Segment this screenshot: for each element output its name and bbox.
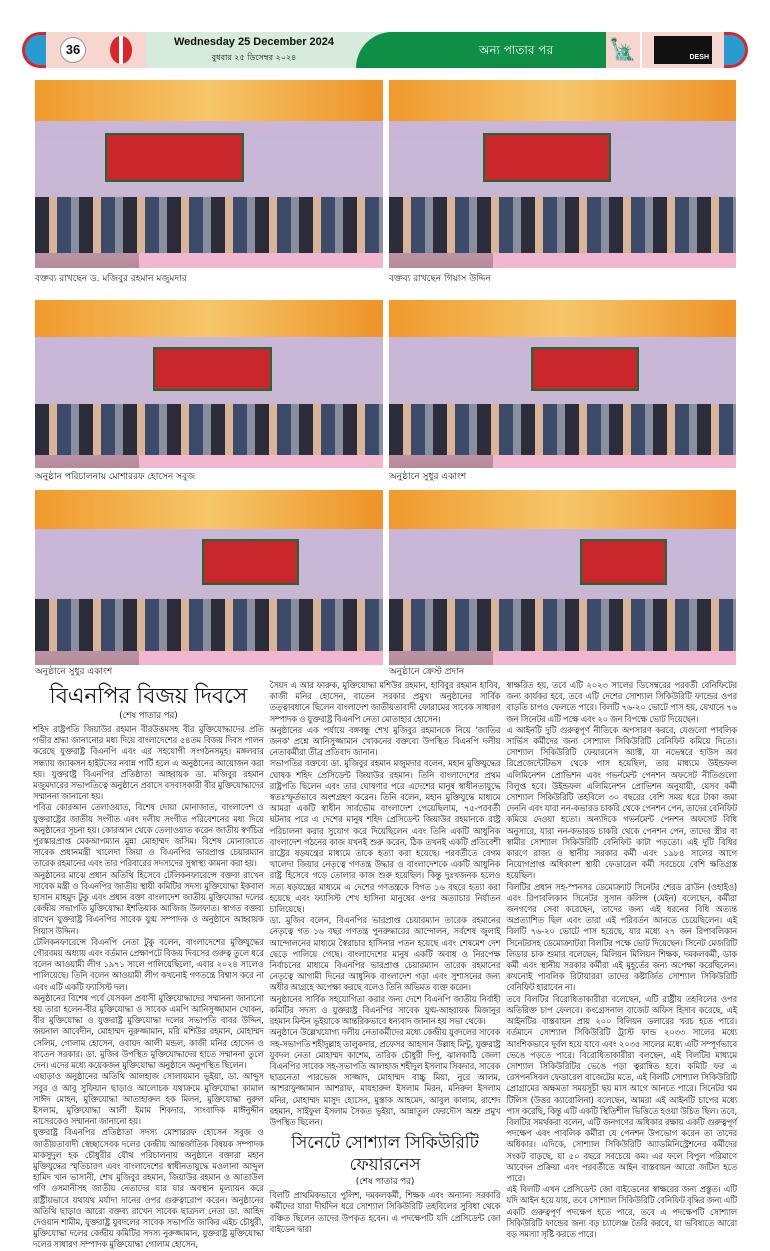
photo-caption: অনুষ্ঠানে ক্রেস্ট প্রদান [389,667,465,677]
event-photo [389,490,736,665]
statue-of-liberty-icon: 🗽 [606,32,640,68]
article1-body-part1 [33,724,264,1251]
paragraph: স্বাক্ষরিত হয়, তবে এটি ২০২৩ সালের ডিসেম্বরের পরবর্তী বেনিফিটের জন্য কার্যকর হবে, তবে এটি দেশের সোশ্যাল সিকিউরিটি ফান্ডের ওপর বাড়তি চাপও ফেলতে পারে। বিলটি ৭৬-২০ ভোটে পাস হয়, যেখানে ৭৬ জন সিনেটর এটি পক্ষে এবং ২০ জন বিপক্ষে ভোট দিয়েছেন। [506,680,737,724]
paragraph: অনুষ্ঠানের মাঝে প্রধান অতিথি হিসেবে টেলিকনফারেন্সে বক্তব্য রাখেন সাবেক মন্ত্রী ও বিএনপির জাতীয় স্থায়ী কমিটির সদস্য মুক্তিযোদ্ধা ইকবাল হাসান মাহমুদ টুকু এবং প্রধান বক্তা বাংলাদেশ জাতীয় মুক্তিযোদ্ধা দলের কেন্দ্রীয় সভাপতি মুক্তিযোদ্ধা ইশতিয়াক আজিজ উলফাত। স্বাগত বক্তব্য রাখেন যুক্তরাষ্ট্র বিএনপির সাবেক যুগ্ম সম্পাদক ও অনুষ্ঠানে আহ্বায়ক গিয়াস উদ্দিন। [33,869,264,936]
paragraph: বিলটি প্রাথমিকভাবে পুলিশ, দমকলকর্মী, শিক্ষক এবং অন্যান্য সরকারি কর্মীদের যারা দীর্ঘদিন ধরে সোশ্যাল সিকিউরিটি তহবিলের সুবিধা থেকে বঞ্চিত ছিলেন তাদের উপকৃত হবেন। এ পদক্ষেপটি যদি প্রেসিডেন্ট জো বাইডেন দ্বারা [269,1190,501,1234]
event-photo [35,490,383,665]
page-header [22,32,748,68]
paragraph: এই বিলটি এখন প্রেসিডেন্ট জো বাইডেনের স্বাক্ষরের জন্য প্রস্তুত। এটি যদি আইন হয়ে যায়, তবে সোশ্যাল সিকিউরিটি বেনিফিট বৃদ্ধির জন্য এটি একটি গুরুত্বপূর্ণ পদক্ষেপ হতে পারে, তবে এ পদক্ষেপটি সোশ্যাল সিকিউরিটি ফান্ডের জন্য বড় চ্যালেঞ্জ তৈরি করবে, যা ভবিষ্যতে আরো বড় সমস্যা সৃষ্টি করতে পারে। [506,1184,737,1239]
paragraph: এছাড়াও অনুষ্ঠানের অতিথি আলহাজ সোলায়মান ভূইয়া, ডা. আব্দুস সবুর ও আবু সুফিয়ান ছাড়াও আলোচক যথাক্রমে মুক্তিযোদ্ধা কামাল সাঈদ মোহন, মুক্তিযোদ্ধা আতাহারুল হক মিলন, মুক্তিযোদ্ধা নুরুল ইসলাম, মুক্তিযোদ্ধা আলী ইমাম শিকদার, সাংবাদিক মাঈনুদ্দীন নাসেরকেও সম্মাননা জানানো হয়। [33,1071,264,1127]
paragraph: টেলিকনফারেন্সে বিএনপি নেতা টুকু বলেন, বাংলাদেশের মুক্তিযুদ্ধের গৌরবময় অধ্যায় এবং বর্তমান প্রেক্ষাপটে বিজয় দিবসের গুরুত্ব তুলে ধরে বলেন আওয়ামী লীগ ১৯৭১ সালে পালিয়েছিলো, এবার ২০২৪ সালেও পালিয়েছে। তিনি বলেন আওয়ামী লীগ কখনোই গণতন্ত্রে বিশ্বাস করে না এবং এটি একটি ফ্যাসিস্ট দল। [33,936,264,992]
bangladesh-emblem-icon [110,36,132,64]
article2-body-part2 [506,680,737,1240]
paragraph: পবিত্র কোরআন তেলাওয়াত, বিশেষ দোয়া মোনাজাত, বাংলাদেশ ও যুক্তরাষ্ট্রের জাতীয় সংগীত এবং দলীয় সংগীত পরিবেশনের মধ্য দিয়ে অনুষ্ঠানের সূচনা হয়। কোরআন থেকে তেলাওয়াত করেন জাতীয় স্বর্ণচিত্র পুরস্কারপ্রাপ্ত মেকআপম্যান মুন্না মোহাম্মদ জসিম। বিশেষ মোনাজাতে সাবেক প্রধানমন্ত্রী খালেদা জিয়া ও বিএনপির ভারপ্রাপ্ত চেয়ারম্যান তারেক রহমানের এবং তার পরিবারের সদস্যদের সুস্বাস্থ্য কামনা করা হয়। [33,802,264,869]
article1-headline: বিএনপির বিজয় দিবসে [49,684,248,709]
article2-continued: (শেষ পাতার পর) [355,1177,415,1188]
paragraph: যুক্তরাষ্ট্র বিএনপির প্রতিষ্ঠাতা সদস্য মোশাররফ হোসেন সবুজ ও জাতীয়তাবাদী স্বেচ্ছাসেবক দলের কেন্দ্রীয় আন্তর্জাতিক বিষয়ক সম্পাদক মাকসুদুল হক চৌধুরীর যৌথ পরিচালনায় অনুষ্ঠানে বক্তারা মহান মুক্তিযুদ্ধের স্মৃতিচারণ এবং বাংলাদেশের স্বাধীনতাযুদ্ধে মওলানা আব্দুল হামিদ খান ভাসানী, শেখ মুজিবুর রহমান, জিয়াউর রহমান ও আতাউল গণি ওসমানীসহ জাতীয় নেতাদের যার যার অবস্থান মূল্যায়ন করে রাষ্ট্রীয়ভাবে যথাযথ মর্যাদা দানের ওপর গুরুত্বারোপ করেন। অনুষ্ঠানের অতিথি ছাড়াও আরো বক্তব্য রাখেন সাবেক ছাত্রদল নেতা ডা. আহিদ দেওয়ান শামীম, যুক্তরাষ্ট্র যুবদলের সাবেক সভাপতি জাকির এইচ চৌধুরী, মুক্তিযোদ্ধা দলের কেন্দ্রীয় কমিটির সদস্য নুরুজ্জামান, যুক্তরাষ্ট্র মুক্তিযোদ্ধা দলের সাধারণ সম্পাদক মুক্তিযোদ্ধা গোলাম হোসেন, [33,1127,264,1250]
photo-caption: বক্তব্য রাখছেন গিয়াস উদ্দিন [389,274,491,284]
photo-caption: বক্তব্য রাখছেন ড. মজিবুর রহমান মজুমদার [35,274,187,284]
paragraph: ডা. মুজিব বলেন, বিএনপির ভারপ্রাপ্ত চেয়ারম্যান তারেক রহমানের নেতৃত্বে গত ১৬ বছর গণতন্ত্র পুনরুদ্ধারের আন্দোলন, সর্বশেষ জুলাই আন্দোলনের মাধ্যমে স্বৈরাচার হাসিনার পতন হয়েছে এবং শেষমেশ দেশ ছেড়ে পালিয়ে গেছে। বাংলাদেশের মানুষ একটি অবাধ ও নিরপেক্ষ নির্বাচনের মাধ্যমে বিএনপির ভারপ্রাপ্ত চেয়ারম্যান তারেক রহমানের নেতৃত্বে আগামী দিনের আধুনিক বাংলাদেশ গড়া এবং সুশাসনের জন্য অধীর আগ্রহে অপেক্ষা করছে বলেও তিনি অভিমত ব্যক্ত করেন। [269,915,501,993]
paragraph: অনুষ্ঠানের সার্বিক সহযোগিতা করার জন্য দেশে বিএনপি জাতীয় নির্বাহী কমিটির সদস্য ও যুক্তরাষ্ট্র বিএনপির সাবেক যুগ্ম-আহ্বায়ক মিজানুর রহমান মিল্টন ভূইয়াকে আন্তরিকভাবে ধন্যবাদ জানান হয় সভা থেকে। [269,993,501,1027]
article1-continued: (শেষ পাতার পর) [119,711,178,721]
article2-headline: সিনেটে সোশ্যাল সিকিউরিটি ফেয়ারনেস [291,1133,479,1176]
logo-mark: DESH [654,36,712,64]
paragraph: শহিদ রাষ্ট্রপতি জিয়াউর রহমান বীরউত্তমসহ বীর মুক্তিযোদ্ধাদের প্রতি গভীর শ্রদ্ধা জানানোর মধ্য দিয়ে বাংলাদেশের ৫৪তম বিজয় দিবস পালন করেছে যুক্তরাষ্ট্র বিএনপি এবং এর সহযোগী সংগঠনসমূহ। মঙ্গলবার সন্ধ্যায় জ্যাকসন হাইটসের নবান্ন পার্টি হলে এ অনুষ্ঠানের আয়োজন করা হয়। যুক্তরাষ্ট্র বিএনপির প্রতিষ্ঠাতা আহ্বায়ক ডা. মজিবুর রহমান মজুমদারের সভাপতিত্বে অনুষ্ঠানে প্রবাসে বসবাসকারী বীর মুক্তিযোদ্ধাদের সম্মাননা জানানো হয়। [33,724,264,802]
event-photo [35,80,383,268]
header-left-cap [22,32,46,68]
header-right-cap [724,32,748,68]
event-photo [389,300,736,468]
paragraph: বিলটির প্রধান সহ-স্পনসর ডেমোক্র্যাট সিনেটর শেরড ব্রাউন (ওহাইও) এবং রিপাবলিকান সিনেটর সুসান কলিন্স (মেইন) বলেছেন, কর্মীরা জনগণের সেবা করেছেন, তাদের জন্য এই ধরনের বিধি অত্যন্ত অপ্রত্যাশিত ছিল এবং তারা এই পরিবর্তন আনতে চেয়েছিলেন। এই বিলটি ৭৬-২০ ভোটে পাস হয়েছে, যার মধ্যে ২৭ জন রিপাবলিকান সিনেটরসহ ডেমোক্র্যাটরা বিলটির পক্ষে ভোট দিয়েছেন। সিনেট মেজরিটি লিডার চাক শুমার বলেছেন, মিলিয়ন মিলিয়ন শিক্ষক, দমকলকর্মী, ডাক কর্মী এবং স্থানীয় সরকার কর্মীরা এই মুহূর্তের জন্য অপেক্ষা করেছিলেন। কখনোই পাবলিক রিটায়াররা তাদের কষ্টার্জিত সোশ্যাল সিকিউরিটি বেনিফিট হারাবেন না। [506,881,737,993]
photo-caption: অনুষ্ঠানে সুধুর একাংশ [389,472,467,482]
paragraph: অনুষ্ঠানে উল্লেখযোগ্য দলীয় নেতাকর্মীদের মধ্যে কেন্দ্রীয় যুবদলের সাবেক সহ-সভাপতি শহীদুল্লাহ তালুকদার, প্রফেসর আহসান উল্লাহ মিন্টু, যুক্তরাষ্ট্র যুবদল নেতা মোহাম্মদ কাশেম, তারিক চৌধুরী দিপু, ঝালকাঠি জেলা বিএনপির সাবেক সহ-সভাপতি আলহাজ শহীদুল ইসলাম সিকদার, সাবেক ছাত্রনেতা পারভেজ সাজ্জাদ, মোহাম্মদ বাচ্চু মিয়া, নুরে আলম, আশরাফুজ্জামান আশরাফ, মাযহারুল ইসলাম মিরন, মনিরুল ইসলাম মনির, মোহাম্মদ মাসুদ হোসেন, মুস্তাক আহমেদ, আবুল কালাম, রাশেদ রহমান, সাইফুল ইসলাম সৈকত ভূইয়া, আন্নাতুল ফেরদৌস অশ্রু প্রমুখ উপস্থিত ছিলেন। [269,1027,501,1127]
article2-body-part1 [270,1190,501,1235]
event-photo [35,300,383,468]
page-number: 36 [60,37,86,63]
photo-caption: অনুষ্ঠান পরিচালনায় মোশাররফ হোসেন সবুজ [35,472,196,482]
page-number-box [46,32,146,68]
paragraph: সৈয়দ এ আর ফারুক, মুক্তিযোদ্ধা মশিউর রহমান, হাবিবুর রহমান হাবিব, কাজী মনির হোসেন, বাতেন সরকার প্রমুখ। অনুষ্ঠানের সার্বিক তত্ত্বাবধানে ছিলেন বাংলাদেশ জাতীয়তাবাদী ফোরামের সাবেক সাধারণ সম্পাদক ও যুক্তরাষ্ট্র বিএনপি নেতা মোতাহার হোসেন। [269,680,501,724]
paragraph: সভাপতির বক্তব্যে ডা. মুজিবুর রহমান মজুমদার বলেন, মহান মুক্তিযুদ্ধের ঘোষক শহিদ প্রেসিডেন্ট জিয়াউর রহমান। তিনি বাংলাদেশের প্রথম রাষ্ট্রপতি ছিলেন এবং তার ঘোষণার পরে এদেশের মানুষ স্বাধীনতাযুদ্ধে স্বতঃস্ফূর্তভাবে অংশগ্রহণ করেন। তিনি বলেন, মহান মুক্তিযুদ্ধে মাধ্যমে আমরা একটি স্বাধীন সার্বভৌম বাংলাদেশ পেয়েছিলাম, ৭৫-পরবর্তী ঘটনার পরে এ দেশের মানুষ শহিদ প্রেসিডেন্ট জিয়াউর রহমানকে রাষ্ট্র পরিচালনা করার সুযোগ করে দিয়েছিলেন এবং তিনি একটি আধুনিক বাংলাদেশ গঠনের কাজ যখনই শুরু করেন, ঠিক তখনই একটি প্রতিবেশী রাষ্ট্রের ষড়যন্ত্রের মাধ্যমে তাকে হত্যা করা হয়েছে। পরবর্তীতে বেগম খালেদা জিয়ার নেতৃত্বে গণতন্ত্র উদ্ধার ও বাংলাদেশকে একটি আধুনিক রাষ্ট্র হিসেবে গড়ে তোলার কাজ শুরু হয়েছিল। কিন্তু দুঃখজনক হলেও সত্য ষড়যন্ত্রের মাধ্যমে এ দেশের গণতন্ত্রকে বিগত ১৬ বছরে হত্যা করা হয়েছে এবং ফ্যাসিস্ট শেখ হাসিনা মানুষের ওপর অত্যাচার নির্যাতন চালিয়েছে। [269,758,501,915]
paragraph: অনুষ্ঠানের বিশেষ পর্বে যেসকল প্রবাসী মুক্তিযোদ্ধাদের সম্মাননা জানানো হয় তারা হলেন-বীর মুক্তিযোদ্ধা ও সাবেক এমপি আনিসুজ্জামান খোকন, বীর মুক্তিযোদ্ধা ও যুক্তরাষ্ট্র মুক্তিযোদ্ধা দলের সভাপতি বাবর উদ্দিন, জয়নাল আবেদীন, মোহাম্মদ নুরুজ্জামান, মরি মশিউর রহমান, মোহাম্মদ সেলিম, গোলাম হোসেন, ওবায়দ আলী মন্ডল, কাজী মনির হোসেন ও বাতেন সরকার। ডা. মুজিব উপস্থিত মুক্তিযোদ্ধাদের হাতে সম্মাননা তুলে দেন। এদের মধ্যে কয়েকজন মুক্তিযোদ্ধা অনুষ্ঠানে অনুপস্থিত ছিলেন। [33,992,264,1071]
event-photo [389,80,736,268]
section-title: অন্য পাতার পর [478,43,554,57]
paragraph: অনুষ্ঠানের এক পর্যায়ে বঙ্গবন্ধু শেখ মুজিবুর রহমানকে নিয়ে 'জাতির জনক' প্রশ্নে আনিসুজ্জামান খোকনের বক্তব্যে উপস্থিত বিএনপি দলীয় নেতাকর্মীরা তীব্র প্রতিবাদ জানান। [269,724,501,758]
photo-caption: অনুষ্ঠানে সুধুর একাংশ [35,667,113,677]
newspaper-logo [642,32,724,68]
article1-body-part2 [270,680,501,1128]
paragraph: এ আইনটি দুটি গুরুত্বপূর্ণ নীতিকে অপসারণ করবে, যেগুলো পাবলিক সার্ভিস কর্মীদের জন্য সোশ্যাল সিকিউরিটি বেনিফিট কমিয়ে দিতো। সোশ্যাল সিকিউরিটি ফেয়ারনেস অ্যাক্ট, যা নভেম্বরে হাউস অব রিপ্রেজেন্টেটিভস থেকে পাস হয়েছিল, তার মাধ্যমে উইন্ডফল এলিমিনেশন প্রোভিশন এবং গভর্নমেন্ট পেনশন অফসেট নীতিগুলো বিলুপ্ত হবে। উইন্ডফল এলিমিনেশন প্রোভিশন অনুযায়ী, যেসব কর্মী সোশ্যাল সিকিউরিটি তহবিলে ৩০ বছরের বেশি সময় ধরে টাকা জমা দেননি এবং যারা নন-কভারড চাকরি থেকে পেনশন পেন, তাদের বেনিফিট কমিয়ে দেওয়া হতো। অন্যদিকে গভর্নমেন্ট পেনশন অফসেট বিধি অনুসারে, যারা নন-কভারড চাকরি থেকে পেনশন পেন, তাদের স্ত্রীর বা স্বামীর সোশ্যাল সিকিউরিটি বেনিফিট কাটা পড়তো। এই দুটি বিধির কারণে রাজ্য ও স্থানীয় সরকার কর্মী এবং ১৯৮৪ সালের আগে নিয়োগপ্রাপ্ত অধিকাংশ স্থায়ী ফেডারেল কর্মী সবচেয়ে বেশি ক্ষতিগ্রস্ত হয়েছিল। [506,724,737,881]
date-bangla: বুধবার ২৫ ডিসেম্বর ২০২৪ [211,53,297,62]
date-english: Wednesday 25 December 2024 [174,36,334,48]
articles-area [33,680,737,1251]
paragraph: তবে বিলটির বিরোধিতাকারীরা বলেছেন, এটি রাষ্ট্রীয় তহবিলের ওপর অতিরিক্ত চাপ ফেলবে। কংগ্রেসনাল বাজেট অফিস হিসাব করেছে, এই আইনটির বাস্তবায়ন প্রায় ২০০ বিলিয়ন ডলারের খরচ হতে পারে। বর্তমানে সোশ্যাল সিকিউরিটি ট্রাস্ট ফান্ড ২০৩৩ সালের মধ্যে আংশিকভাবে দুর্বল হয়ে যাবে এবং ২০৩৫ সালের মধ্যে এটি সম্পূর্ণভাবে ভেঙে পড়তে পারে। বিরোধিতাকারীরা বলছেন, এই বিলটির মাধ্যমে সোশ্যাল সিকিউরিটির ভেঙে পড়া ত্বরান্বিত হবে। কমিটি ফর এ রেসপনসিবল ফেডারেল বাজেটের মতে, এই বিলটি সোশ্যাল সিকিউরিটি প্রোগ্রামের অক্ষমতা সময়সূচী ছয় মাস আগে আনতে পারে। সিনেটর থম টিলিস (উত্তর ক্যারোলিনা) বলেছেন, আমরা এই আইনটি চাপের মধ্যে পাস করেছি, কিন্তু এটি একটি স্থিতিশীল ভিত্তিতে হওয়া উচিত ছিল। তবে, বিলটির সমর্থকরা বলেন, এটি জনগণের অধিকার রক্ষায় একটি গুরুত্বপূর্ণ পদক্ষেপ এবং পাবলিক কর্মীরা যে পেনশন উপভোগ করেন তা তাদের অধিকার। এদিকে, সোশ্যাল সিকিউরিটি অ্যাডমিনিস্ট্রেশনের কর্মীদের সংকট বাড়ছে, যা ৫০ বছরে সবচেয়ে কম। এর ফলে বিপুল পরিমাণে আবেদন প্রক্রিয়া এবং পরবর্তীতে আইন বাস্তবায়ন আরো জটিল হতে পারে। [506,993,737,1183]
date-box [146,32,606,68]
